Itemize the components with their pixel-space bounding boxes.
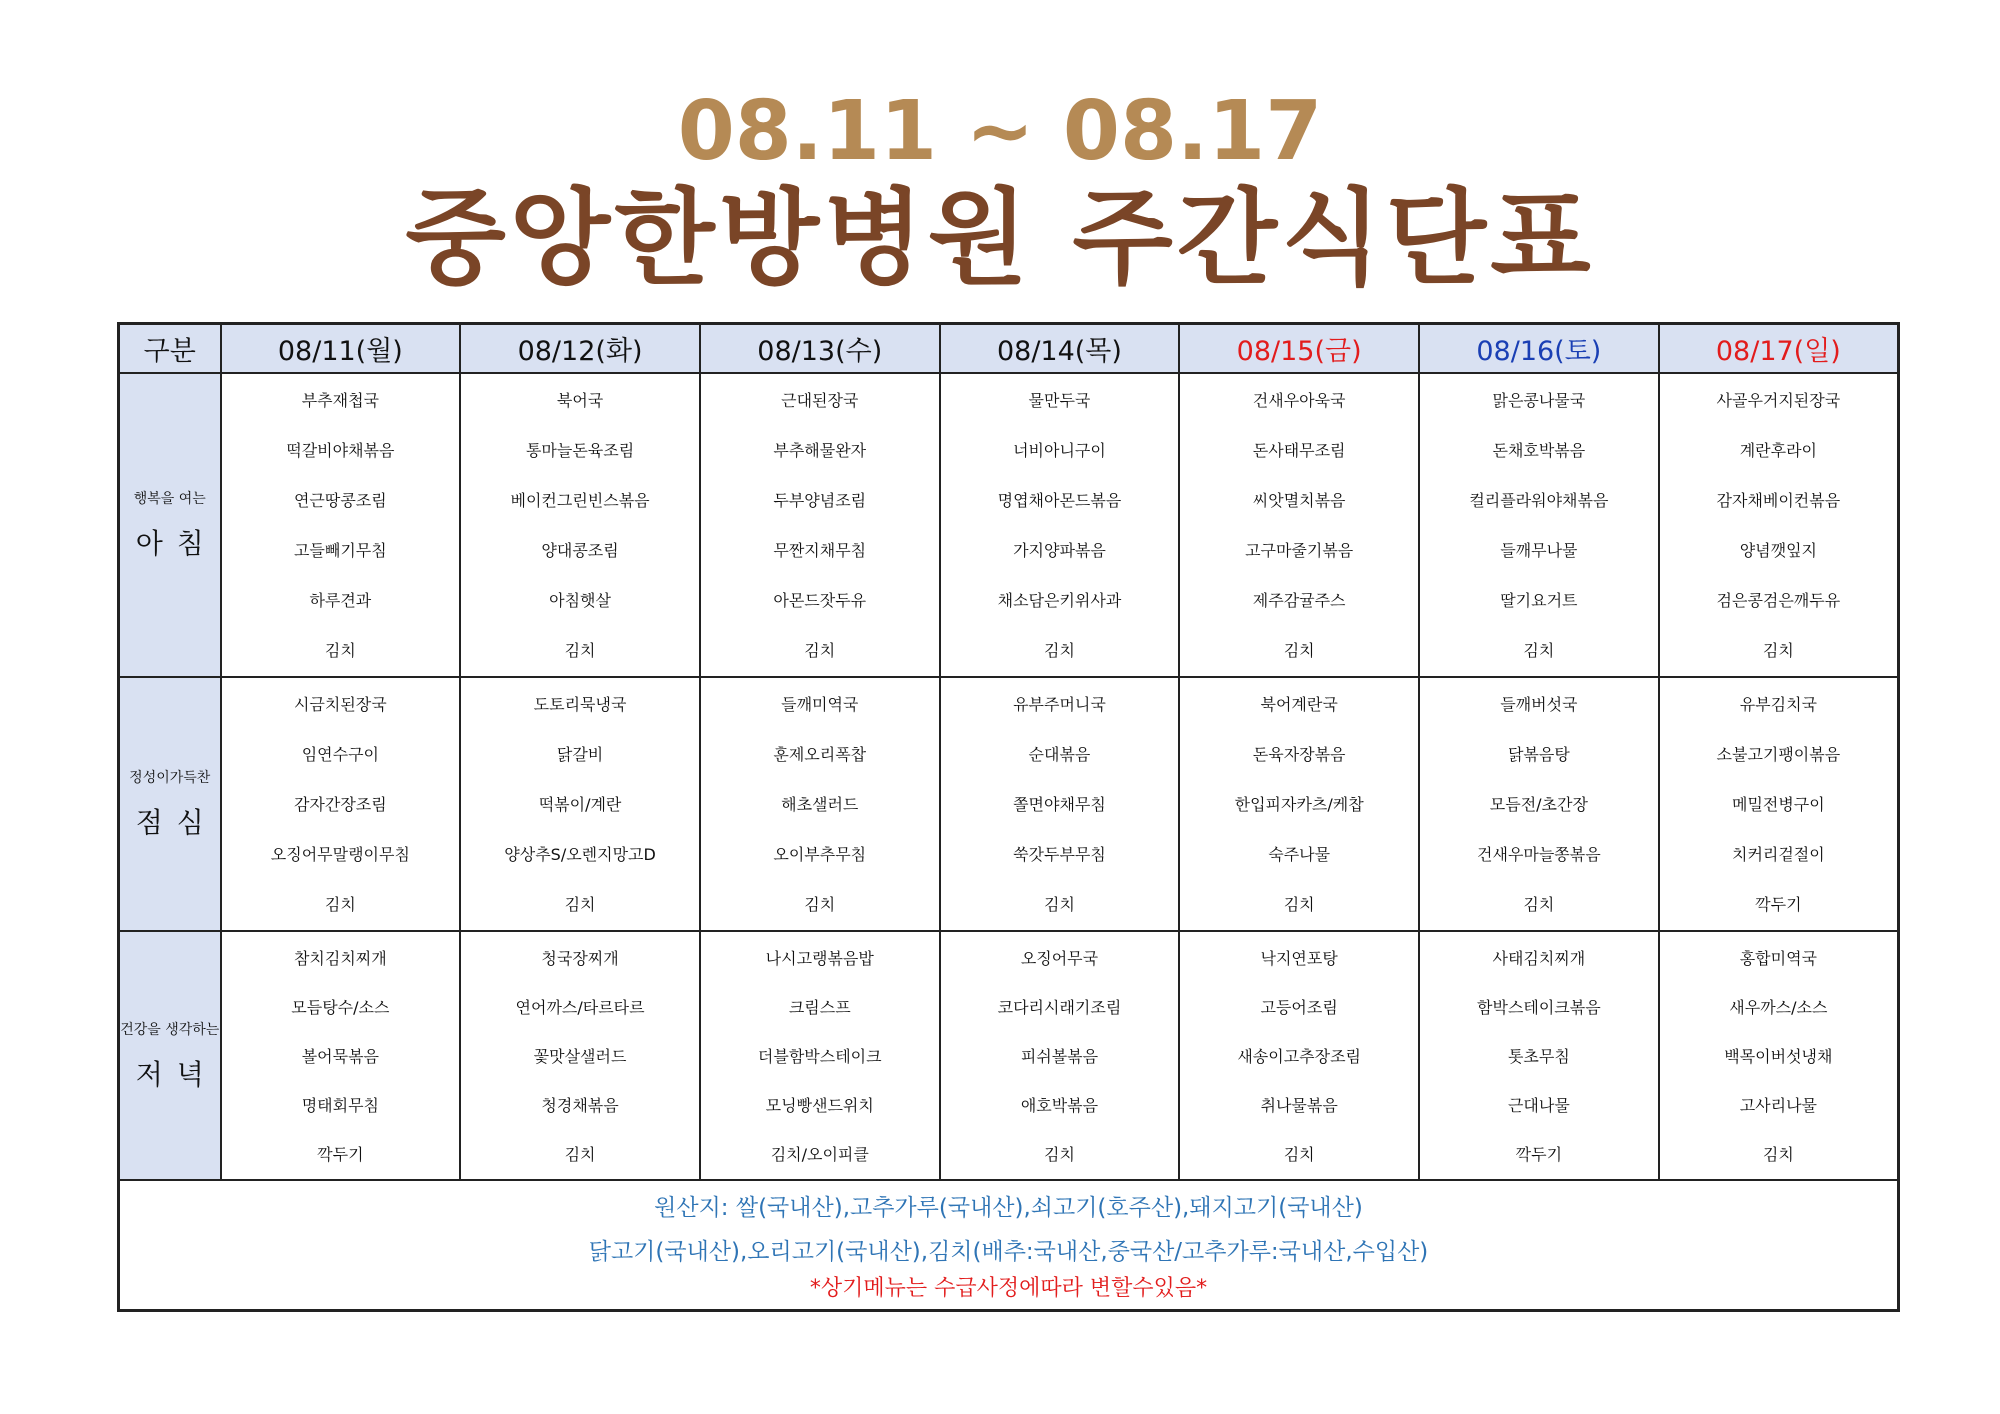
menu-item: 꽃맛살샐러드: [533, 1047, 627, 1066]
meal-category-subtitle: 건강을 생각하는: [120, 1021, 220, 1038]
menu-cell: [221, 931, 461, 1180]
menu-item: 닭볶음탕: [1507, 745, 1570, 764]
menu-item: 김치: [324, 895, 356, 914]
menu-item: 계란후라이: [1739, 441, 1817, 460]
menu-item: 톳초무침: [1507, 1047, 1570, 1066]
menu-item: 임연수구이: [301, 745, 379, 764]
menu-item: 가지양파볶음: [1013, 541, 1106, 560]
menu-item: 도토리묵냉국: [533, 695, 627, 714]
menu-item: 홍합미역국: [1739, 949, 1817, 968]
menu-item: 유부김치국: [1739, 695, 1817, 714]
menu-item: 김치: [1283, 895, 1315, 914]
menu-cell: [1179, 373, 1419, 677]
menu-item: 김치: [324, 641, 356, 660]
day-header-sat: 08/16(토): [1419, 324, 1659, 374]
menu-item: 베이컨그린빈스볶음: [510, 491, 650, 510]
menu-item: 고구마줄기볶음: [1245, 541, 1354, 560]
menu-item: 김치: [1044, 1145, 1075, 1164]
meal-row-lunch: [119, 677, 1899, 931]
menu-item: 양대콩조림: [541, 541, 619, 560]
menu-cell: [700, 931, 940, 1180]
menu-item: 오징어무국: [1020, 949, 1099, 968]
page-title: 중앙한방병원 주간식단표: [405, 177, 1595, 299]
meal-category-dinner: [119, 931, 221, 1180]
day-header-wed: 08/13(수): [700, 324, 940, 374]
menu-item: 연근땅콩조림: [293, 491, 387, 510]
menu-cell: [1179, 931, 1419, 1180]
menu-item: 오징어무말랭이무침: [270, 845, 410, 864]
menu-item: 고사리나물: [1739, 1096, 1817, 1115]
menu-item: 크림스프: [788, 998, 851, 1017]
day-header-fri: 08/15(금): [1179, 324, 1419, 374]
meal-category-name: 아침: [135, 527, 218, 560]
menu-item: 두부양념조림: [773, 491, 867, 510]
menu-item: 검은콩검은깨두유: [1716, 591, 1841, 610]
menu-item: 딸기요거트: [1500, 591, 1578, 610]
menu-cell: [460, 373, 700, 677]
menu-item: 더블함박스테이크: [757, 1047, 882, 1066]
menu-item: 김치: [1044, 895, 1075, 914]
menu-item: 양념깻잎지: [1739, 541, 1817, 560]
menu-cell: [1419, 931, 1659, 1180]
menu-item: 청국장찌개: [541, 949, 619, 968]
menu-item: 김치: [1762, 1145, 1794, 1164]
menu-cell: [940, 373, 1180, 677]
menu-item: 씨앗멸치볶음: [1252, 491, 1346, 510]
menu-item: 소불고기팽이볶음: [1716, 745, 1841, 764]
menu-item: 오이부추무침: [773, 845, 867, 864]
meal-category-subtitle: 정성이가득찬: [129, 770, 211, 786]
menu-cell: [1659, 677, 1899, 931]
menu-cell: [1659, 373, 1899, 677]
menu-item: 함박스테이크볶음: [1477, 998, 1601, 1017]
menu-item: 김치: [564, 641, 596, 660]
origin-line-2: 닭고기(국내산),오리고기(국내산),김치(배추:국내산,중국산/고추가루:국내산,수입산): [588, 1239, 1429, 1265]
menu-item: 김치: [1044, 641, 1075, 660]
menu-item: 돈육자장볶음: [1252, 745, 1346, 764]
menu-item: 양상추S/오렌지망고D: [504, 845, 656, 864]
menu-cell: [460, 677, 700, 931]
origin-line-1: 원산지: 쌀(국내산),고추가루(국내산),쇠고기(호주산),돼지고기(국내산): [654, 1195, 1363, 1221]
menu-item: 깍두기: [1755, 895, 1802, 914]
menu-item: 깍두기: [1515, 1145, 1563, 1164]
menu-item: 쫄면야채무침: [1013, 795, 1106, 814]
menu-item: 김치: [1523, 641, 1555, 660]
menu-item: 들깨무나물: [1500, 541, 1578, 560]
menu-item: 청경채볶음: [541, 1096, 619, 1115]
menu-cell: [1419, 677, 1659, 931]
menu-item: 건새우아욱국: [1252, 391, 1346, 410]
menu-item: 숙주나물: [1268, 845, 1331, 864]
menu-item: 아몬드잣두유: [773, 591, 867, 610]
menu-cell: [700, 373, 940, 677]
table-header-row: [119, 324, 1899, 374]
menu-cell: [1659, 931, 1899, 1180]
menu-item: 돈채호박볶음: [1492, 441, 1586, 460]
menu-item: 떡갈비야채볶음: [286, 441, 395, 460]
menu-item: 모듬탕수/소스: [291, 998, 390, 1017]
menu-item: 하루견과: [309, 591, 372, 610]
menu-item: 한입피자카츠/케찹: [1234, 795, 1364, 814]
menu-item: 닭갈비: [556, 745, 604, 764]
menu-cell: [700, 677, 940, 931]
meal-category-name: 점심: [135, 806, 218, 839]
menu-item: 해초샐러드: [781, 795, 859, 814]
menu-item: 모닝빵샌드위치: [765, 1096, 874, 1115]
menu-item: 너비아니구이: [1013, 441, 1106, 460]
menu-cell: [221, 677, 461, 931]
menu-item: 코다리시래기조림: [997, 998, 1122, 1017]
menu-item: 사골우거지된장국: [1716, 391, 1841, 410]
menu-cell: [1419, 373, 1659, 677]
menu-item: 돈사태무조림: [1252, 441, 1346, 460]
menu-item: 떡볶이/계란: [538, 795, 622, 814]
menu-item: 낙지연포탕: [1260, 949, 1338, 968]
menu-item: 김치: [1283, 641, 1315, 660]
corner-header: 구분: [119, 324, 221, 374]
menu-item: 감자채베이컨볶음: [1716, 491, 1841, 510]
menu-cell: [460, 931, 700, 1180]
menu-item: 맑은콩나물국: [1492, 391, 1586, 410]
menu-item: 연어까스/타르타르: [515, 998, 645, 1017]
menu-item: 피쉬볼볶음: [1020, 1047, 1099, 1066]
menu-item: 김치: [564, 1145, 596, 1164]
day-header-mon: 08/11(월): [221, 324, 461, 374]
menu-item: 백목이버섯냉채: [1724, 1047, 1833, 1066]
menu-item: 김치: [564, 895, 596, 914]
menu-item: 부추해물완자: [773, 441, 867, 460]
menu-item: 아침햇살: [549, 591, 611, 610]
menu-item: 참치김치찌개: [293, 949, 387, 968]
menu-item: 새송이고추장조림: [1237, 1047, 1361, 1066]
menu-item: 부추재첩국: [301, 391, 379, 410]
menu-cell: [221, 373, 461, 677]
menu-item: 김치: [804, 895, 836, 914]
menu-item: 취나물볶음: [1260, 1096, 1338, 1115]
menu-item: 들깨버섯국: [1500, 695, 1578, 714]
day-header-tue: 08/12(화): [460, 324, 700, 374]
footer-row: [119, 1180, 1899, 1311]
menu-item: 고등어조림: [1260, 998, 1338, 1017]
menu-item: 훈제오리폭찹: [773, 745, 867, 764]
menu-item: 감자간장조림: [293, 795, 387, 814]
menu-item: 애호박볶음: [1020, 1096, 1099, 1115]
menu-item: 건새우마늘쫑볶음: [1477, 845, 1601, 864]
meal-category-lunch: [119, 677, 221, 931]
menu-cell: [940, 677, 1180, 931]
meal-row-dinner: [119, 931, 1899, 1180]
menu-item: 고들빼기무침: [293, 541, 387, 560]
menu-item: 쑥갓두부무침: [1013, 845, 1106, 864]
menu-item: 채소담은키위사과: [997, 591, 1122, 610]
meal-category-breakfast: [119, 373, 221, 677]
menu-item: 명태회무침: [301, 1096, 379, 1115]
menu-item: 모듬전/초간장: [1489, 795, 1588, 814]
menu-item: 깍두기: [317, 1145, 364, 1164]
meal-row-breakfast: [119, 373, 1899, 677]
menu-item: 시금치된장국: [293, 695, 387, 714]
menu-item: 순대볶음: [1028, 745, 1091, 764]
menu-item: 통마늘돈육조림: [525, 441, 635, 460]
menu-item: 김치: [1762, 641, 1794, 660]
weekly-menu-table: [117, 322, 1900, 1312]
origin-info: [119, 1180, 1899, 1311]
menu-item: 무짠지채무침: [773, 541, 867, 560]
menu-item: 명엽채아몬드볶음: [997, 491, 1122, 510]
menu-item: 김치: [804, 641, 836, 660]
menu-item: 김치/오이피클: [770, 1145, 869, 1164]
menu-cell: [940, 931, 1180, 1180]
menu-item: 유부주머니국: [1013, 695, 1106, 714]
menu-item: 북어국: [556, 391, 604, 410]
menu-item: 볼어묵볶음: [301, 1047, 379, 1066]
menu-item: 근대나물: [1507, 1096, 1570, 1115]
menu-item: 김치: [1283, 1145, 1315, 1164]
menu-cell: [1179, 677, 1419, 931]
meal-category-subtitle: 행복을 여는: [133, 491, 206, 507]
date-range: 08.11 ~ 08.17: [677, 84, 1323, 179]
menu-change-notice: *상기메뉴는 수급사정에따라 변할수있음*: [809, 1276, 1208, 1301]
menu-item: 들깨미역국: [781, 695, 859, 714]
menu-item: 컬리플라워야채볶음: [1469, 491, 1609, 510]
menu-item: 제주감귤주스: [1252, 591, 1346, 610]
day-header-sun: 08/17(일): [1659, 324, 1899, 374]
menu-item: 치커리겉절이: [1731, 845, 1825, 864]
menu-item: 북어계란국: [1260, 695, 1338, 714]
menu-item: 새우까스/소스: [1729, 998, 1828, 1017]
menu-item: 나시고랭볶음밥: [765, 949, 874, 968]
menu-item: 물만두국: [1028, 391, 1091, 410]
menu-item: 메밀전병구이: [1731, 795, 1825, 814]
menu-item: 김치: [1523, 895, 1555, 914]
menu-item: 근대된장국: [781, 391, 859, 410]
menu-item: 사태김치찌개: [1492, 949, 1586, 968]
day-header-thu: 08/14(목): [940, 324, 1180, 374]
meal-category-name: 저녁: [135, 1057, 218, 1091]
